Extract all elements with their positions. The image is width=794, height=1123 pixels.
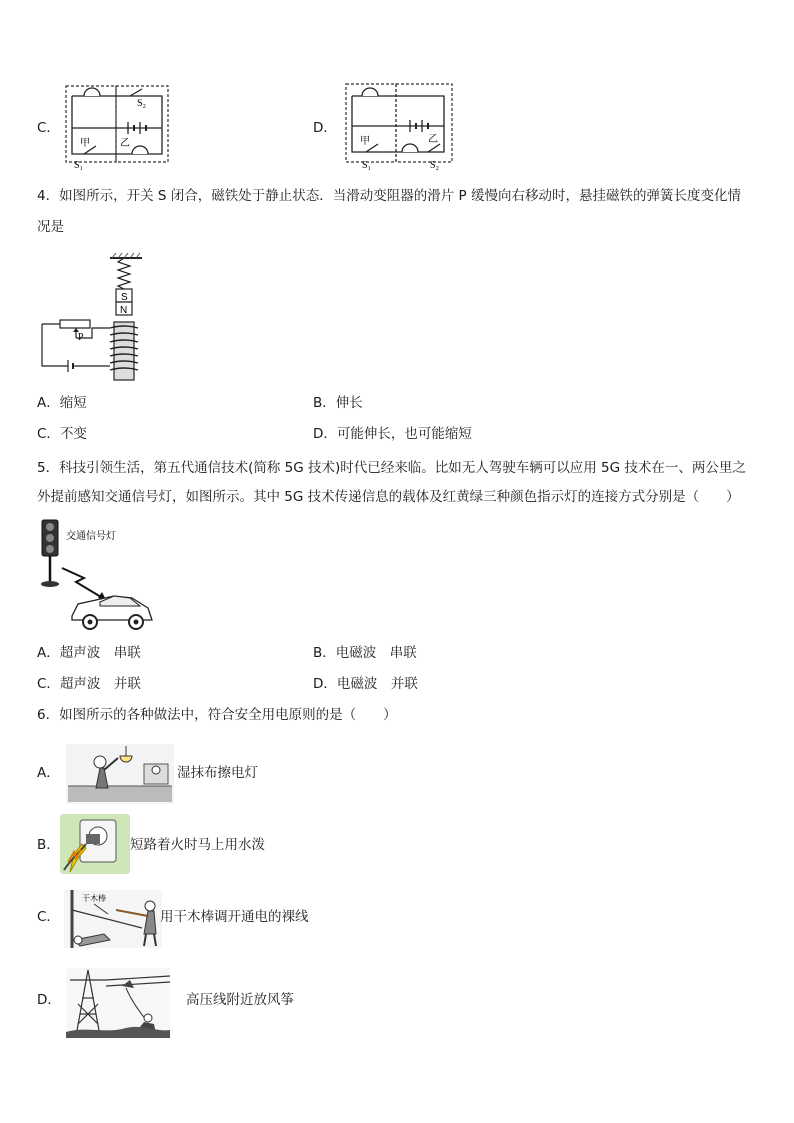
q6-option-a-letter: A． xyxy=(37,765,60,781)
q4-option-b xyxy=(313,393,363,413)
q3-option-c-letter: C． xyxy=(37,120,60,136)
q3-option-d-letter: D． xyxy=(313,120,337,136)
q6-option-a-image xyxy=(66,744,174,804)
option-text: 伸长 xyxy=(335,395,363,411)
q6-option-d-image xyxy=(66,968,170,1038)
q4-option-d xyxy=(313,424,472,444)
q6-option-b-image xyxy=(60,814,130,874)
label-jia: 甲 xyxy=(360,136,370,147)
magnet-s-label: S xyxy=(121,292,128,303)
q6-stem: 6．如图所示的各种做法中，符合安全用电原则的是（ ） xyxy=(37,707,397,723)
label-yi: 乙 xyxy=(120,138,130,149)
option-text: 超声波 串联 xyxy=(59,645,141,661)
option-text: 超声波 并联 xyxy=(59,676,141,692)
q6-option-a-text: 湿抹布擦电灯 xyxy=(177,765,258,781)
q4-option-c xyxy=(37,424,87,444)
option-text: 电磁波 并联 xyxy=(336,676,418,692)
q6-option-b-letter: B． xyxy=(37,837,60,853)
option-text: 可能伸长，也可能缩短 xyxy=(336,426,472,442)
q4-stem-line2: 况是 xyxy=(37,219,64,235)
q6-option-c-text: 用干木棒调开通电的裸线 xyxy=(160,909,309,925)
q5-option-d xyxy=(313,674,418,694)
q4-option-a xyxy=(37,393,87,413)
label-jia: 甲 xyxy=(80,138,90,149)
option-text: 电磁波 串联 xyxy=(335,645,417,661)
dry-stick-label: 干木棒 xyxy=(82,894,106,903)
q3-option-c-circuit xyxy=(64,84,170,171)
q5-stem-line2: 外提前感知交通信号灯，如图所示。其中 5G 技术传递信息的载体及红黄绿三种颜色指示灯的连接方式分别是（ ） xyxy=(37,489,740,505)
label-s2: S₂ xyxy=(137,98,147,109)
label-s1: S₁ xyxy=(74,160,84,171)
option-letter: C． xyxy=(37,676,60,692)
option-letter: D． xyxy=(313,676,337,692)
q5-traffic-figure xyxy=(36,516,158,636)
option-letter: D． xyxy=(313,426,337,442)
label-s2: S₂ xyxy=(430,160,440,171)
option-letter: A． xyxy=(37,645,60,661)
label-yi: 乙 xyxy=(428,134,438,145)
q6-option-c-letter: C． xyxy=(37,909,60,925)
option-letter: B． xyxy=(313,395,336,411)
label-s1: S₁ xyxy=(362,160,372,171)
q5-stem-line1: 5．科技引领生活，第五代通信技术(简称 5G 技术)时代已经来临。比如无人驾驶车辆可以应用 5G 技术在一、两公里之 xyxy=(37,460,746,476)
traffic-light-label: 交通信号灯 xyxy=(66,531,116,542)
q6-option-d-letter: D． xyxy=(37,992,61,1008)
option-text: 缩短 xyxy=(59,395,87,411)
slider-p-label: P xyxy=(78,332,84,343)
q5-option-a xyxy=(37,643,141,663)
option-text: 不变 xyxy=(59,426,87,442)
q6-option-c-image xyxy=(64,890,162,948)
q5-option-b xyxy=(313,643,417,663)
q6-option-d-text: 高压线附近放风筝 xyxy=(186,992,294,1008)
q3-option-d-circuit xyxy=(344,82,454,171)
magnet-n-label: N xyxy=(120,305,128,316)
option-letter: B． xyxy=(313,645,336,661)
option-letter: A． xyxy=(37,395,60,411)
q6-option-b-text: 短路着火时马上用水泼 xyxy=(130,837,265,853)
option-letter: C． xyxy=(37,426,60,442)
q4-stem-line1: 4．如图所示，开关 S 闭合，磁铁处于静止状态．当滑动变阻器的滑片 P 缓慢向右移动时，悬挂磁铁的弹簧长度变化情 xyxy=(37,188,741,204)
q4-electromagnet-figure xyxy=(38,252,146,380)
q5-option-c xyxy=(37,674,141,694)
